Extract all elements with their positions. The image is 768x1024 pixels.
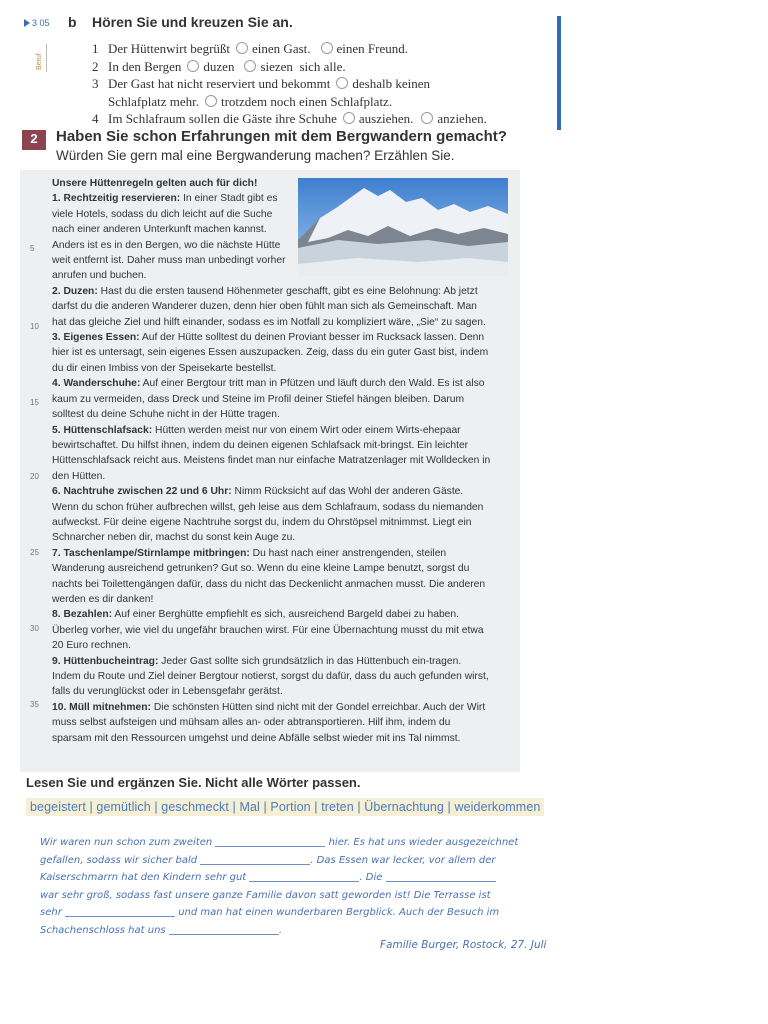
list-item: 4 Im Schlafraum sollen die Gäste ihre Schuhe ausziehen. anziehen. bbox=[92, 111, 487, 126]
gap-field[interactable] bbox=[215, 846, 325, 847]
rule-item: 8. Bezahlen: Auf einer Berghütte empfiehlt es sich, ausreichend Bargeld dabei zu haben. Überleg vorher, wie viel du ungefähr brauchen wirst. Für eine Übernachtung musst du mit etwa 20 Euro rechnen. bbox=[52, 609, 484, 652]
checkbox[interactable] bbox=[236, 42, 248, 54]
rule-item: 5. Hüttenschlafsack: Hütten werden meist nur von einem Wirt oder einem Wirts-ehepaar bewirtschaftet. Du hilfst ihnen, indem du deinen eigenen Schlafsack mit-bringst. Ein leichter Hüttenschlafsack reicht aus. Meistens findet man nur einfache Matratzenlager mit Wolldecken in den Hütten. bbox=[52, 424, 491, 482]
play-icon bbox=[24, 19, 30, 27]
gap-field[interactable] bbox=[200, 864, 310, 865]
gap-field[interactable] bbox=[249, 881, 359, 882]
exercise-b-items bbox=[92, 40, 562, 128]
reading-title: Unsere Hüttenregeln gelten auch für dich! bbox=[52, 178, 258, 189]
side-label: Beruf bbox=[36, 44, 47, 72]
list-item: Schlafplatz mehr. trotzdem noch einen Schlafplatz. bbox=[108, 93, 393, 109]
checkbox[interactable] bbox=[336, 77, 348, 89]
exercise-letter: b bbox=[68, 14, 77, 30]
rule-item: 10. Müll mitnehmen: Die schönsten Hütten sind nicht mit der Gondel erreichbar. Auch der Wirt muss selbst aufsteigen und mühsam alles an- oder abtransportieren. Hilf ihm, indem du sparsam mit den Ressourcen umgehst und deine Abfälle selbst wieder mit ins Tal nimmst. bbox=[52, 701, 486, 744]
audio-track-label: 3 05 bbox=[24, 18, 50, 28]
gap-field[interactable] bbox=[65, 916, 175, 917]
gap-field[interactable] bbox=[386, 881, 496, 882]
rule-item: 6. Nachtruhe zwischen 22 und 6 Uhr: Nimm Rücksicht auf das Wohl der anderen Gäste. Wenn du schon früher aufbrechen willst, geh leise aus dem Schlafraum, sodass du niemanden aufweckst. Für deine eigene Nachtruhe sorgst du, indem du Ohrstöpsel mitnimmst. Liegt ein Schnarcher neben dir, machst du sonst kein Auge zu. bbox=[52, 486, 484, 544]
word-bank: begeistert | gemütlich | geschmeckt | Mal | Portion | treten | Übernachtung | weiderkommen bbox=[26, 798, 544, 816]
rule-item: 9. Hüttenbucheintrag: Jeder Gast sollte sich grundsätzlich in das Hüttenbuch ein-tragen. Indem du Route und Ziel deiner Bergtour notierst, sorgst du dafür, dass du auch gefunden wirst, falls du verunglückst oder in Lebensgefahr gerätst. bbox=[52, 655, 489, 698]
rule-item: 7. Taschenlampe/Stirnlampe mitbringen: Du hast nach einer anstrengenden, steilen Wanderung ausreichend getrunken? Gut so. Wenn du eine kleine Lampe benutzt, sorgst du nachts bei Toilettengängen dafür, dass du nicht das Deckenlicht anmachen musst. Die anderen werden es dir danken! bbox=[52, 547, 486, 605]
letter-signature: Familie Burger, Rostock, 27. Juli bbox=[380, 939, 547, 951]
rule-item: 4. Wanderschuhe: Auf einer Bergtour tritt man in Pfützen und läuft durch den Wald. Es ist also kaum zu vermeiden, dass Dreck und Steine im Profil deiner Stiefel hängen bleiben. Darum solltest du deine Schuhe nicht in der Hütte tragen. bbox=[52, 378, 485, 421]
divider bbox=[22, 148, 46, 150]
list-item: 2 In den Bergen duzen siezen sich alle. bbox=[92, 58, 346, 74]
rule-item: 1. Rechtzeitig reservieren: In einer Stadt gibt es viele Hotels, sodass du dich leicht auf die Suche nach einer anderen Unterkunft machen kannst. Anders ist es in den Bergen, wo die nächste Hütte weit entfernt ist. Daher muss man unbedingt vorher anrufen und buchen. bbox=[52, 193, 286, 282]
rule-item: 2. Duzen: Hast du die ersten tausend Höhenmeter geschafft, gibt es eine Belohnung: Ab jetzt darfst du die anderen Wanderer duzen, denn hier oben fühlt man sich als Gemeinschaft. Man hat das gleiche Ziel und hilft einander, sodass es im Notfall zu kompliziert wäre, „Sie“ zu sagen. bbox=[52, 285, 486, 328]
checkbox[interactable] bbox=[321, 42, 333, 54]
exercise-2-title: Haben Sie schon Erfahrungen mit dem Bergwandern gemacht? bbox=[56, 128, 507, 145]
checkbox[interactable] bbox=[343, 112, 355, 124]
checkbox[interactable] bbox=[205, 95, 217, 107]
handwritten-letter: Wir waren nun schon zum zweiten hier. Es hat uns wieder ausgezeichnet gefallen, sodass wir sicher bald . Das Essen war lecker, vor allem der Kaiserschmarrn hat den Kindern sehr gut . Die war sehr groß, sodass fast unsere ganze Familie davon satt geworden ist! Die Terrasse ist sehr und man hat einen wunderbaren Bergblick. Auch der Besuch im Schachenschloss hat uns . bbox=[40, 837, 519, 936]
exercise-2-subtitle: Würden Sie gern mal eine Bergwanderung machen? Erzählen Sie. bbox=[56, 148, 455, 163]
list-item: 1 Der Hüttenwirt begrüßt einen Gast. einen Freund. bbox=[92, 41, 408, 56]
list-item: 3 Der Gast hat nicht reserviert und bekommt deshalb keinen bbox=[92, 76, 431, 91]
checkbox[interactable] bbox=[244, 60, 256, 72]
exercise-b-title: Hören Sie und kreuzen Sie an. bbox=[92, 14, 293, 30]
rule-item: 3. Eigenes Essen: Auf der Hütte solltest du deinen Proviant besser im Rucksack lassen. Denn hier ist es untersagt, sein eigenes Essen auszupacken. Zeig, dass du ein guter Gast bist, indem du dir einen Imbiss von der Speisekarte bestellst. bbox=[52, 332, 489, 374]
checkbox[interactable] bbox=[421, 112, 433, 124]
hut-rules bbox=[52, 176, 492, 746]
exercise-number-badge: 2 bbox=[22, 130, 46, 148]
exercise-c-title: Lesen Sie und ergänzen Sie. Nicht alle Wörter passen. bbox=[26, 775, 361, 790]
gap-field[interactable] bbox=[169, 934, 279, 935]
checkbox[interactable] bbox=[187, 60, 199, 72]
